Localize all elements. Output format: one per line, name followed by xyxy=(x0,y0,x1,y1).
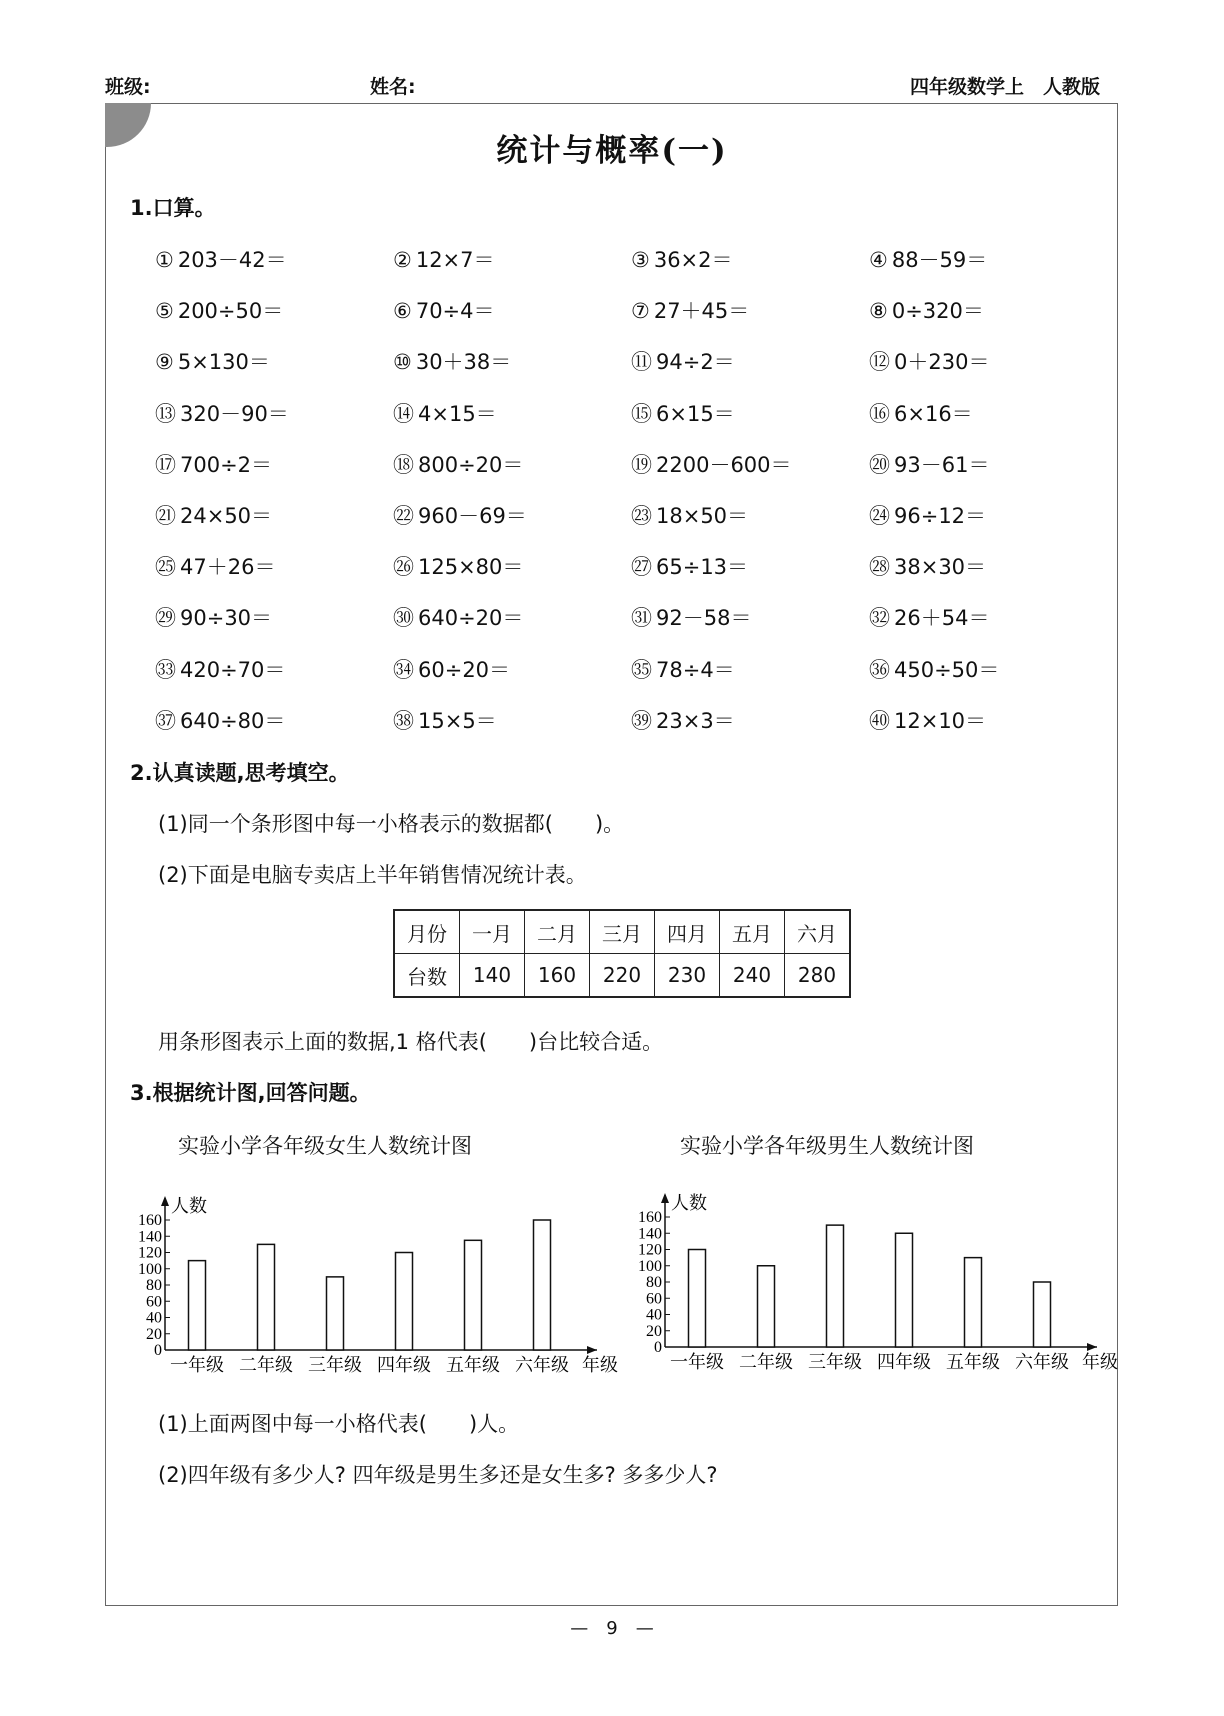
problem-number: ㉞ xyxy=(393,657,414,682)
math-problem xyxy=(155,500,272,530)
math-problem xyxy=(631,244,733,274)
y-axis-label: 人数 xyxy=(671,1193,707,1213)
problem-expression: 96÷12＝ xyxy=(894,504,987,528)
problem-expression: 0÷320＝ xyxy=(891,299,984,324)
table-cell: 230 xyxy=(655,954,720,998)
bar xyxy=(689,1250,706,1348)
x-tick-label: 六年级 xyxy=(515,1355,569,1375)
math-problem xyxy=(631,654,735,684)
y-tick-label: 20 xyxy=(646,1322,662,1340)
math-problem xyxy=(393,244,495,274)
problem-expression: 4×15＝ xyxy=(418,401,497,426)
problem-number: ㉕ xyxy=(155,555,176,580)
bar xyxy=(896,1233,913,1347)
math-problem xyxy=(155,449,272,479)
math-problem xyxy=(869,705,986,735)
problem-expression: 90÷30＝ xyxy=(180,606,273,631)
problem-expression: 15×5＝ xyxy=(418,708,497,733)
problem-number: ㉑ xyxy=(155,504,176,528)
problem-expression: 92－58＝ xyxy=(656,606,752,631)
problem-number: ⑲ xyxy=(631,452,652,477)
math-problem xyxy=(631,602,751,632)
problem-expression: 12×10＝ xyxy=(894,708,987,733)
problem-expression: 70÷4＝ xyxy=(415,299,495,324)
problem-number: ㉔ xyxy=(869,504,890,528)
math-problem xyxy=(155,654,285,684)
problem-expression: 5×130＝ xyxy=(177,350,270,375)
x-axis-label: 年级 xyxy=(1082,1352,1118,1372)
math-problem xyxy=(393,551,523,581)
problem-expression: 6×16＝ xyxy=(894,401,973,426)
problem-expression: 640÷20＝ xyxy=(418,606,524,631)
y-tick-label: 40 xyxy=(646,1306,662,1324)
math-problem xyxy=(869,244,987,274)
table-cell: 一月 xyxy=(460,910,525,954)
math-problem xyxy=(631,346,735,376)
problem-number: ㉘ xyxy=(869,555,890,580)
bar xyxy=(1034,1282,1051,1347)
x-tick-label: 二年级 xyxy=(239,1355,293,1375)
x-tick-label: 五年级 xyxy=(446,1355,500,1375)
problem-number: ㉖ xyxy=(393,555,414,580)
boys-bar-chart xyxy=(625,1180,1120,1385)
problem-expression: 203－42＝ xyxy=(177,248,287,272)
table-cell: 240 xyxy=(720,954,785,998)
problem-expression: 125×80＝ xyxy=(418,555,524,580)
chart-title-girls: 实验小学各年级女生人数统计图 xyxy=(178,1134,472,1158)
problem-expression: 47＋26＝ xyxy=(180,555,276,580)
page-number: — 9 — xyxy=(570,1618,654,1639)
problem-expression: 26＋54＝ xyxy=(894,606,990,631)
y-tick-label: 160 xyxy=(138,1212,162,1229)
x-tick-label: 一年级 xyxy=(670,1352,724,1372)
bar xyxy=(758,1266,775,1347)
problem-number: ㉙ xyxy=(155,606,176,631)
problem-number: ⑬ xyxy=(155,401,176,426)
problem-number: ③ xyxy=(631,248,650,272)
x-axis-arrow xyxy=(1087,1343,1097,1351)
bar xyxy=(534,1220,551,1350)
problem-number: ⑪ xyxy=(631,350,652,375)
problem-number: ① xyxy=(155,248,174,272)
math-problem xyxy=(869,295,984,325)
x-tick-label: 一年级 xyxy=(170,1355,224,1375)
page-title: 统计与概率(一) xyxy=(496,133,728,169)
chart-title-boys: 实验小学各年级男生人数统计图 xyxy=(680,1134,974,1158)
math-problem xyxy=(393,295,495,325)
bar xyxy=(965,1258,982,1347)
math-problem xyxy=(393,500,527,530)
problem-number: ㉚ xyxy=(393,606,414,631)
math-problem xyxy=(155,602,272,632)
math-problem xyxy=(155,551,275,581)
table-cell: 月份 xyxy=(394,910,460,954)
problem-number: ④ xyxy=(869,248,888,272)
problem-expression: 420÷70＝ xyxy=(180,657,286,682)
book-label: 四年级数学上 人教版 xyxy=(909,76,1100,98)
bar xyxy=(327,1277,344,1350)
problem-expression: 88－59＝ xyxy=(891,248,988,272)
y-axis-label: 人数 xyxy=(171,1196,207,1216)
table-cell: 160 xyxy=(525,954,590,998)
problem-expression: 27＋45＝ xyxy=(653,299,750,324)
problem-expression: 23×3＝ xyxy=(656,708,735,733)
bar xyxy=(465,1240,482,1350)
problem-expression: 12×7＝ xyxy=(415,248,495,272)
y-tick-label: 40 xyxy=(146,1309,162,1327)
x-tick-label: 四年级 xyxy=(877,1352,931,1372)
problem-expression: 24×50＝ xyxy=(180,504,273,528)
y-tick-label: 120 xyxy=(638,1241,662,1259)
math-problem xyxy=(631,449,792,479)
y-tick-label: 0 xyxy=(654,1339,662,1356)
problem-expression: 93－61＝ xyxy=(894,452,990,477)
y-tick-label: 20 xyxy=(146,1325,162,1343)
problem-expression: 94÷2＝ xyxy=(656,350,735,375)
problem-number: ㊱ xyxy=(869,657,890,682)
problem-number: ⑦ xyxy=(631,299,650,324)
q2-part3: 用条形图表示上面的数据,1 格代表( )台比较合适。 xyxy=(158,1030,664,1054)
problem-expression: 36×2＝ xyxy=(653,248,733,272)
sales-table xyxy=(393,909,851,998)
problem-expression: 78÷4＝ xyxy=(656,657,735,682)
y-tick-label: 60 xyxy=(146,1293,162,1311)
table-cell: 三月 xyxy=(590,910,655,954)
x-tick-label: 六年级 xyxy=(1015,1352,1069,1372)
table-cell: 五月 xyxy=(720,910,785,954)
problem-number: ⑱ xyxy=(393,452,414,477)
problem-expression: 6×15＝ xyxy=(656,401,735,426)
math-problem xyxy=(393,602,523,632)
table-cell: 二月 xyxy=(525,910,590,954)
y-tick-label: 0 xyxy=(154,1342,162,1359)
table-cell: 六月 xyxy=(785,910,851,954)
q3-heading: 3.根据统计图,回答问题。 xyxy=(130,1081,371,1105)
x-axis-arrow xyxy=(587,1346,597,1354)
bar xyxy=(189,1261,206,1350)
problem-expression: 640÷80＝ xyxy=(180,708,286,733)
problem-expression: 320－90＝ xyxy=(180,401,289,426)
girls-bar-chart xyxy=(125,1180,625,1385)
table-cell: 四月 xyxy=(655,910,720,954)
y-tick-label: 80 xyxy=(646,1274,662,1291)
problem-number: ㉝ xyxy=(155,657,176,682)
problem-number: ㉛ xyxy=(631,606,652,631)
problem-number: ⑫ xyxy=(869,350,890,375)
problem-number: ⑩ xyxy=(393,350,412,375)
y-tick-label: 80 xyxy=(146,1277,162,1294)
math-problem xyxy=(631,551,748,581)
problem-expression: 960－69＝ xyxy=(418,504,527,528)
x-tick-label: 五年级 xyxy=(946,1352,1000,1372)
problem-number: ⑭ xyxy=(393,401,414,426)
y-tick-label: 100 xyxy=(138,1260,162,1278)
table-row xyxy=(394,954,850,998)
math-problem xyxy=(393,449,523,479)
math-problem xyxy=(631,705,735,735)
math-problem xyxy=(393,398,497,428)
y-tick-label: 140 xyxy=(138,1228,162,1246)
problem-number: ⑯ xyxy=(869,401,890,426)
problem-number: ㉓ xyxy=(631,504,652,528)
math-problem xyxy=(869,449,989,479)
q3-part1: (1)上面两图中每一小格代表( )人。 xyxy=(158,1412,520,1436)
math-problem xyxy=(869,398,973,428)
problem-number: ⑮ xyxy=(631,401,652,426)
problem-expression: 30＋38＝ xyxy=(415,350,512,375)
math-problem xyxy=(393,346,511,376)
math-problem xyxy=(155,295,283,325)
math-problem xyxy=(631,398,735,428)
problem-number: ⑧ xyxy=(869,299,888,324)
x-tick-label: 三年级 xyxy=(308,1355,362,1375)
y-tick-label: 100 xyxy=(638,1257,662,1275)
problem-number: ⑥ xyxy=(393,299,412,324)
y-tick-label: 160 xyxy=(638,1209,662,1226)
math-problem xyxy=(155,705,285,735)
problem-number: ② xyxy=(393,248,412,272)
problem-number: ⑳ xyxy=(869,452,890,477)
problem-expression: 0＋230＝ xyxy=(894,350,990,375)
problem-expression: 65÷13＝ xyxy=(656,555,749,580)
table-row xyxy=(394,910,850,954)
problem-number: ㊳ xyxy=(393,708,414,733)
table-cell: 280 xyxy=(785,954,851,998)
q2-heading: 2.认真读题,思考填空。 xyxy=(130,761,350,785)
problem-expression: 18×50＝ xyxy=(656,504,749,528)
problem-number: ㊵ xyxy=(869,708,890,733)
problem-expression: 450÷50＝ xyxy=(894,657,1000,682)
math-problem xyxy=(869,551,986,581)
table-cell: 220 xyxy=(590,954,655,998)
problem-expression: 38×30＝ xyxy=(894,555,987,580)
q3-part2: (2)四年级有多少人? 四年级是男生多还是女生多? 多多少人? xyxy=(158,1463,718,1487)
table-cell: 140 xyxy=(460,954,525,998)
problem-expression: 2200－600＝ xyxy=(656,452,792,477)
math-problem xyxy=(155,346,270,376)
y-tick-label: 60 xyxy=(646,1290,662,1308)
table-cell: 台数 xyxy=(394,954,460,998)
problem-number: ㉟ xyxy=(631,657,652,682)
class-label: 班级: xyxy=(105,76,151,98)
problem-expression: 60÷20＝ xyxy=(418,657,511,682)
y-tick-label: 120 xyxy=(138,1244,162,1262)
math-problem xyxy=(869,654,999,684)
math-problem xyxy=(155,398,289,428)
bar xyxy=(258,1244,275,1350)
problem-number: ㉜ xyxy=(869,606,890,631)
problem-number: ㉒ xyxy=(393,504,414,528)
q1-heading: 1.口算。 xyxy=(130,196,216,220)
problem-number: ⑨ xyxy=(155,350,174,375)
math-problem xyxy=(631,295,749,325)
math-problem xyxy=(631,500,748,530)
x-axis-label: 年级 xyxy=(582,1355,618,1375)
problem-number: ㉗ xyxy=(631,555,652,580)
math-problem xyxy=(155,244,287,274)
problem-expression: 800÷20＝ xyxy=(418,452,524,477)
bar xyxy=(827,1225,844,1347)
q2-part1: (1)同一个条形图中每一小格表示的数据都( )。 xyxy=(158,812,625,836)
problem-expression: 700÷2＝ xyxy=(180,452,273,477)
x-tick-label: 二年级 xyxy=(739,1352,793,1372)
problem-number: ㊴ xyxy=(631,708,652,733)
x-tick-label: 三年级 xyxy=(808,1352,862,1372)
bar xyxy=(396,1253,413,1351)
math-problem xyxy=(869,602,989,632)
problem-number: ㊲ xyxy=(155,708,176,733)
problem-number: ⑤ xyxy=(155,299,174,324)
q2-part2: (2)下面是电脑专卖店上半年销售情况统计表。 xyxy=(158,863,587,887)
math-problem xyxy=(393,654,510,684)
problem-expression: 200÷50＝ xyxy=(177,299,284,324)
y-tick-label: 140 xyxy=(638,1225,662,1243)
x-tick-label: 四年级 xyxy=(377,1355,431,1375)
name-label: 姓名: xyxy=(370,76,416,98)
y-axis-arrow xyxy=(161,1196,169,1206)
math-problem xyxy=(869,500,986,530)
problem-number: ⑰ xyxy=(155,452,176,477)
math-problem xyxy=(869,346,989,376)
y-axis-arrow xyxy=(661,1193,669,1203)
math-problem xyxy=(393,705,497,735)
